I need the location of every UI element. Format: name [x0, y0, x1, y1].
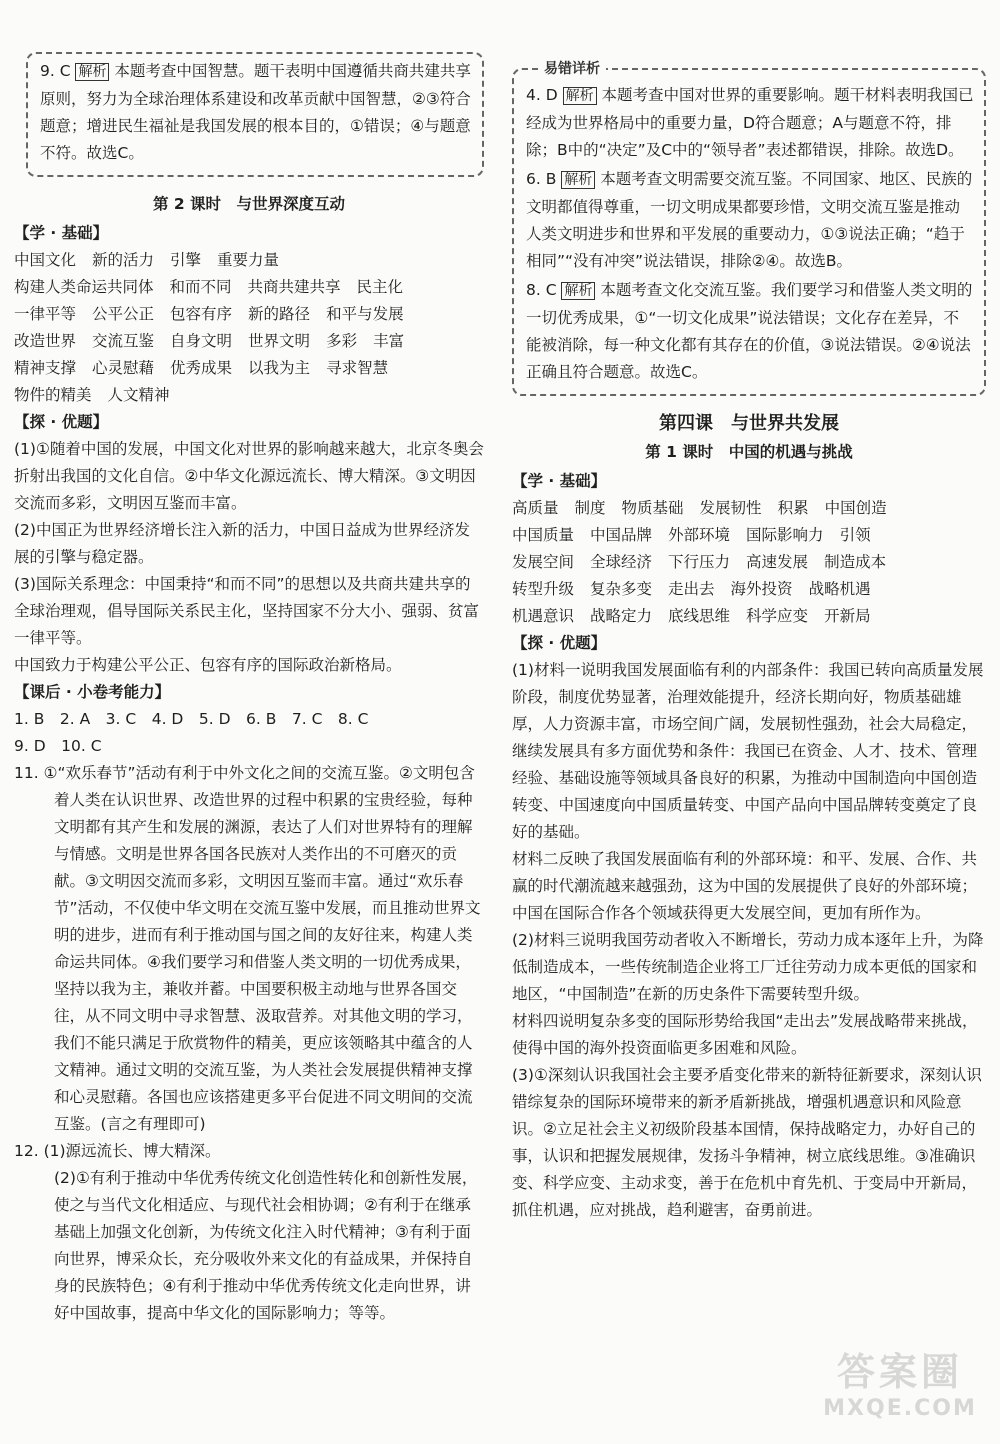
keyword-row: [14, 328, 484, 355]
keyword: 重要力量: [217, 251, 280, 269]
keyword: 战略机遇: [808, 580, 871, 598]
keyword: 高速发展: [746, 553, 809, 571]
keyword: 丰富: [373, 332, 405, 350]
keyword-row: [14, 274, 484, 301]
learn-head: 【学 · 基础】: [14, 224, 109, 242]
keyword: 制度: [574, 499, 606, 517]
item-text: 本题考查文明需要交流互鉴。不同国家、地区、民族的文明都值得尊重，一切文明成果都要珍惜，文明交流互鉴是推动人类文明进步和世界和平发展的重要动力，①③说法正确；“趋于相同”“没有冲突”说法错误，排除②④。故选B。: [526, 170, 973, 270]
explore-para: 材料四说明复杂多变的国际形势给我国“走出去”发展战略带来挑战，使得中国的海外投资面临更多困难和风险。: [512, 1012, 978, 1057]
keyword: 转型升级: [512, 580, 575, 598]
keyword: 心灵慰藉: [92, 359, 155, 377]
explore-para: 材料二反映了我国发展面临有利的外部环境：和平、发展、合作、共赢的时代潮流越来越强劲，这为中国的发展提供了良好的外部环境；中国在国际合作各个领域获得更大发展空间，更加有所作为。: [512, 850, 978, 922]
keyword: 底线思维: [668, 607, 731, 625]
watermark-logo: [810, 1348, 990, 1436]
answer-box-left: [26, 52, 484, 177]
keyword: 和平与发展: [326, 305, 404, 323]
keyword-row: [512, 603, 986, 630]
keyword: 引擎: [170, 251, 202, 269]
keyword: 改造世界: [14, 332, 77, 350]
keyword: 以我为主: [248, 359, 311, 377]
keyword: 物质基础: [621, 499, 684, 517]
keyword-grid: [14, 247, 484, 409]
keyword: 共商共建共享: [247, 278, 341, 296]
item-text: 本题考查文化交流互鉴。我们要学习和借鉴人类文明的一切优秀成果，①“一切文化成果”说法错误；文化存在差异，不能被消除，每一种文化都有其存在的价值，③说法错误。②④说法正确且符合题意。故选C。: [526, 281, 973, 381]
analysis-tag: 解析: [75, 63, 109, 81]
keyword: 下行压力: [668, 553, 731, 571]
keyword: 发展空间: [512, 553, 575, 571]
keyword-grid: [512, 495, 986, 630]
keyword: 全球经济: [590, 553, 653, 571]
watermark-url: MXQE.COM: [823, 1396, 977, 1421]
explore-para: (3)国际关系理念：中国秉持“和而不同”的思想以及共商共建共享的全球治理观，倡导国际关系民主化，坚持国家不分大小、强弱、贫富一律平等。: [14, 575, 480, 647]
item-text: 本题考查中国对世界的重要影响。题干材料表明我国已经成为世界格局中的重要力量，D符合题意；A与题意不符，排除；B中的“决定”及C中的“领导者”表述都错误，排除。故选D。: [526, 86, 974, 159]
keyword: 科学应变: [746, 607, 809, 625]
keyword: 民主化: [356, 278, 404, 296]
right-column: [512, 52, 986, 1224]
keyword-row: [14, 301, 484, 328]
explore-para: (3)①深刻认识我国社会主要矛盾变化带来的新特征新要求，深刻认识错综复杂的国际环境带来的新矛盾新挑战，增强机遇意识和风险意识。②立足社会主义初级阶段基本国情，保持战略定力，办好自己的事，认识和把握发展规律，发扬斗争精神，树立底线思维。③准确识变、科学应变、主动求变，善于在危机中育先机、于变局中开新局，抓住机遇，应对挑战，趋利避害，奋勇前进。: [512, 1066, 982, 1219]
keyword-row: [512, 549, 986, 576]
keyword: 高质量: [512, 499, 559, 517]
keyword: 新的活力: [92, 251, 155, 269]
box-item-9: [40, 58, 472, 167]
keyword: 中国创造: [824, 499, 887, 517]
keyword: 寻求智慧: [326, 359, 389, 377]
item-number: 4. D: [526, 86, 558, 104]
analysis-tag: 解析: [563, 87, 597, 105]
keyword: 多彩: [326, 332, 358, 350]
keyword: 走出去: [668, 580, 715, 598]
keyword-row: [14, 382, 484, 409]
box-tab-label: 易错详析: [538, 56, 606, 83]
explore-head: 【探 · 优题】: [14, 413, 109, 431]
item-text: 本题考查中国智慧。题干表明中国遵循共商共建共享原则，努力为全球治理体系建设和改革贡献中国智慧，②③符合题意；增进民生福祉是我国发展的根本目的，①错误；④与题意不符。故选C。: [40, 62, 471, 162]
keyword: 外部环境: [668, 526, 731, 544]
unit-title: 第四课 与世界共发展: [659, 413, 839, 434]
explore-head: 【探 · 优题】: [512, 634, 607, 652]
keyword: 人文精神: [107, 386, 170, 404]
keyword: 中国品牌: [590, 526, 653, 544]
answer-line: 9. D 10. C: [14, 737, 102, 755]
explore-para: (2)材料三说明我国劳动者收入不断增长，劳动力成本逐年上升，为降低制造成本，一些传统制造企业将工厂迁往劳动力成本更低的国家和地区，“中国制造”在新的历史条件下需要转型升级。: [512, 931, 984, 1003]
after-class-head: 【课后 · 小卷考能力】: [14, 683, 171, 701]
explore-para: 中国致力于构建公平公正、包容有序的国际政治新格局。: [14, 656, 402, 674]
item-number: 6. B: [526, 170, 557, 188]
question-11: 11. ①“欢乐春节”活动有利于中外文化之间的交流互鉴。②文明包含着人类在认识世界、改造世界的过程中积累的宝贵经验，每种文明都有其产生和发展的渊源，表达了人们对世界特有的理解与情感。文明是世界各国各民族对人类作出的不可磨灭的贡献。③文明因交流而多彩，文明因互鉴而丰富。通过“欢乐春节”活动，不仅使中华文明在交流互鉴中发展，而且推动世界文明的进步，进而有利于推动国与国之间的友好往来，构建人类命运共同体。④我们要学习和借鉴人类文明的一切优秀成果，坚持以我为主，兼收并蓄。中国要积极主动地与世界各国交往，从不同文明中寻求智慧、汲取营养。对其他文明的学习，我们不能只满足于欣赏物件的精美，更应该领略其中蕴含的人文精神。通过文明的交流互鉴，为人类社会发展提供精神支撑和心灵慰藉。各国也应该搭建更多平台促进不同文明间的交流互鉴。(言之有理即可): [14, 764, 481, 1133]
keyword: 和而不同: [169, 278, 232, 296]
keyword: 精神支撑: [14, 359, 77, 377]
keyword-row: [512, 576, 986, 603]
item-number: 8. C: [526, 281, 557, 299]
keyword: 制造成本: [824, 553, 887, 571]
watermark-text: 答案圈: [836, 1350, 963, 1394]
keyword: 交流互鉴: [92, 332, 155, 350]
keyword: 中国文化: [14, 251, 77, 269]
box-item: [526, 166, 974, 275]
keyword-row: [14, 247, 484, 274]
question-12-part2: (2)①有利于推动中华优秀传统文化创造性转化和创新性发展，使之与当代文化相适应、与现代社会相协调；②有利于在继承基础上加强文化创新，为传统文化注入时代精神；③有利于面向世界，博采众长，充分吸收外来文化的有益成果，并保持自身的民族特色；④有利于推动中华优秀传统文化走向世界，讲好中国故事，提高中华文化的国际影响力；等等。: [54, 1169, 478, 1322]
keyword: 国际影响力: [746, 526, 824, 544]
keyword: 积累: [777, 499, 809, 517]
lesson-title: 第 1 课时 中国的机遇与挑战: [645, 443, 853, 461]
box-item: [526, 82, 974, 164]
keyword: 一律平等: [14, 305, 77, 323]
keyword: 自身文明: [170, 332, 233, 350]
error-analysis-box: [512, 61, 986, 396]
keyword: 包容有序: [170, 305, 233, 323]
answer-line: 1. B 2. A 3. C 4. D 5. D 6. B 7. C 8. C: [14, 710, 369, 728]
box-item: [526, 277, 974, 386]
keyword: 优秀成果: [170, 359, 233, 377]
keyword: 公平公正: [92, 305, 155, 323]
keyword-row: [14, 355, 484, 382]
keyword: 开新局: [824, 607, 871, 625]
question-12-part1: 12. (1)源远流长、博大精深。: [14, 1142, 221, 1160]
keyword: 构建人类命运共同体: [14, 278, 154, 296]
keyword: 引领: [839, 526, 871, 544]
left-column: [14, 52, 484, 1327]
keyword: 复杂多变: [590, 580, 653, 598]
analysis-tag: 解析: [561, 171, 595, 189]
keyword-row: [512, 495, 986, 522]
item-number: 9. C: [40, 62, 71, 80]
keyword: 新的路径: [248, 305, 311, 323]
analysis-tag: 解析: [561, 282, 595, 300]
keyword: 机遇意识: [512, 607, 575, 625]
keyword: 海外投资: [730, 580, 793, 598]
keyword-row: [512, 522, 986, 549]
keyword: 中国质量: [512, 526, 575, 544]
lesson-title: 第 2 课时 与世界深度互动: [152, 195, 346, 213]
explore-para: (1)材料一说明我国发展面临有利的内部条件：我国已转向高质量发展阶段，制度优势显著，治理效能提升，经济长期向好，物质基础雄厚，人力资源丰富，市场空间广阔，发展韧性强劲，社会大局稳定，继续发展具有多方面优势和条件：我国已在资金、人才、技术、管理经验、基础设施等领域具备良好的积累，为推动中国制造向中国创造转变、中国速度向中国质量转变、中国产品向中国品牌转变奠定了良好的基础。: [512, 661, 984, 841]
keyword: 物件的精美: [14, 386, 92, 404]
keyword: 战略定力: [590, 607, 653, 625]
keyword: 世界文明: [248, 332, 311, 350]
explore-para: (2)中国正为世界经济增长注入新的活力，中国日益成为世界经济发展的引擎与稳定器。: [14, 521, 470, 566]
keyword: 发展韧性: [699, 499, 762, 517]
learn-head: 【学 · 基础】: [512, 472, 607, 490]
explore-para: (1)①随着中国的发展，中国文化对世界的影响越来越大，北京冬奥会折射出我国的文化自信。②中华文化源远流长、博大精深。③文明因交流而多彩，文明因互鉴而丰富。: [14, 440, 484, 512]
